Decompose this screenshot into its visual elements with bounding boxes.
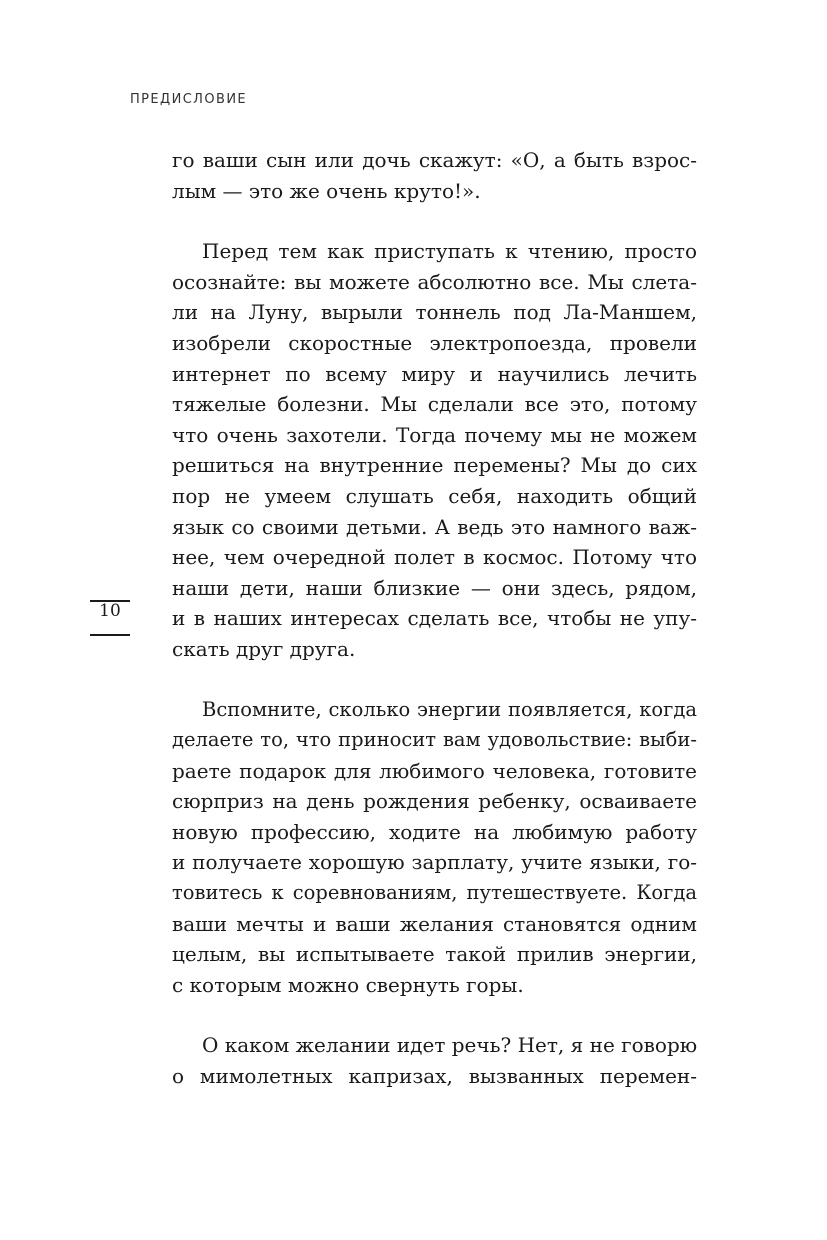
text-line: делаете то, что приносит вам удовольствие: выби- (172, 728, 697, 752)
text-line: целым, вы испытываете такой прилив энергии, (172, 942, 697, 967)
text-line: О каком желании идет речь? Нет, я не говорю (202, 1033, 697, 1058)
paragraph-4 (172, 1030, 697, 1091)
body-text (172, 145, 697, 1092)
text-line: товитесь к соревнованиям, путешествуете. Когда (172, 881, 697, 905)
text-line: лым — это же очень круто!». (172, 178, 481, 203)
text-line: новую профессию, ходите на любимую работу (172, 819, 697, 844)
text-line: интернет по всему миру и научились лечить (172, 361, 697, 386)
paragraph-1 (172, 145, 697, 206)
text-line: пор не умеем слушать себя, находить общий (172, 483, 697, 508)
text-line: и получаете хорошую зарплату, учите языки, го- (172, 850, 697, 875)
text-line: изобрели скоростные электропоезда, провели (172, 330, 697, 355)
text-line: раете подарок для любимого человека, готовите (172, 758, 697, 783)
text-line: о мимолетных капризах, вызванных перемен- (172, 1064, 697, 1089)
paragraph-2 (172, 236, 697, 664)
text-line: язык со своими детьми. А ведь это намного важ- (172, 514, 697, 539)
text-line: осознайте: вы можете абсолютно все. Мы слета- (172, 269, 697, 294)
text-line: ваши мечты и ваши желания становятся одним (172, 911, 697, 936)
text-line: с которым можно свернуть горы. (172, 972, 524, 997)
text-line: тяжелые болезни. Мы сделали все это, потому (172, 392, 697, 417)
text-line: Вспомните, сколько энергии появляется, когда (202, 697, 697, 721)
paragraph-3 (172, 695, 697, 1001)
text-line: что очень захотели. Тогда почему мы не можем (172, 422, 697, 447)
text-line: нее, чем очередной полет в космос. Потому что (172, 545, 697, 570)
page-number: 10 (99, 601, 121, 621)
text-line: скать друг друга. (172, 636, 356, 661)
text-line: ли на Луну, вырыли тоннель под Ла-Маншем, (172, 300, 697, 325)
text-line: и в наших интересах сделать все, чтобы не упу- (172, 606, 697, 631)
text-line: го ваши сын или дочь скажут: «О, а быть взрос- (172, 148, 697, 172)
text-line: наши дети, наши близкие — они здесь, рядом, (172, 575, 697, 600)
running-head: ПРЕДИСЛОВИЕ (130, 92, 248, 107)
text-line: решиться на внутренние перемены? Мы до сих (172, 453, 697, 478)
text-line: сюрприз на день рождения ребенку, осваиваете (172, 789, 697, 814)
page-number-rule-bottom (90, 634, 130, 636)
text-line: Перед тем как приступать к чтению, просто (202, 239, 697, 264)
